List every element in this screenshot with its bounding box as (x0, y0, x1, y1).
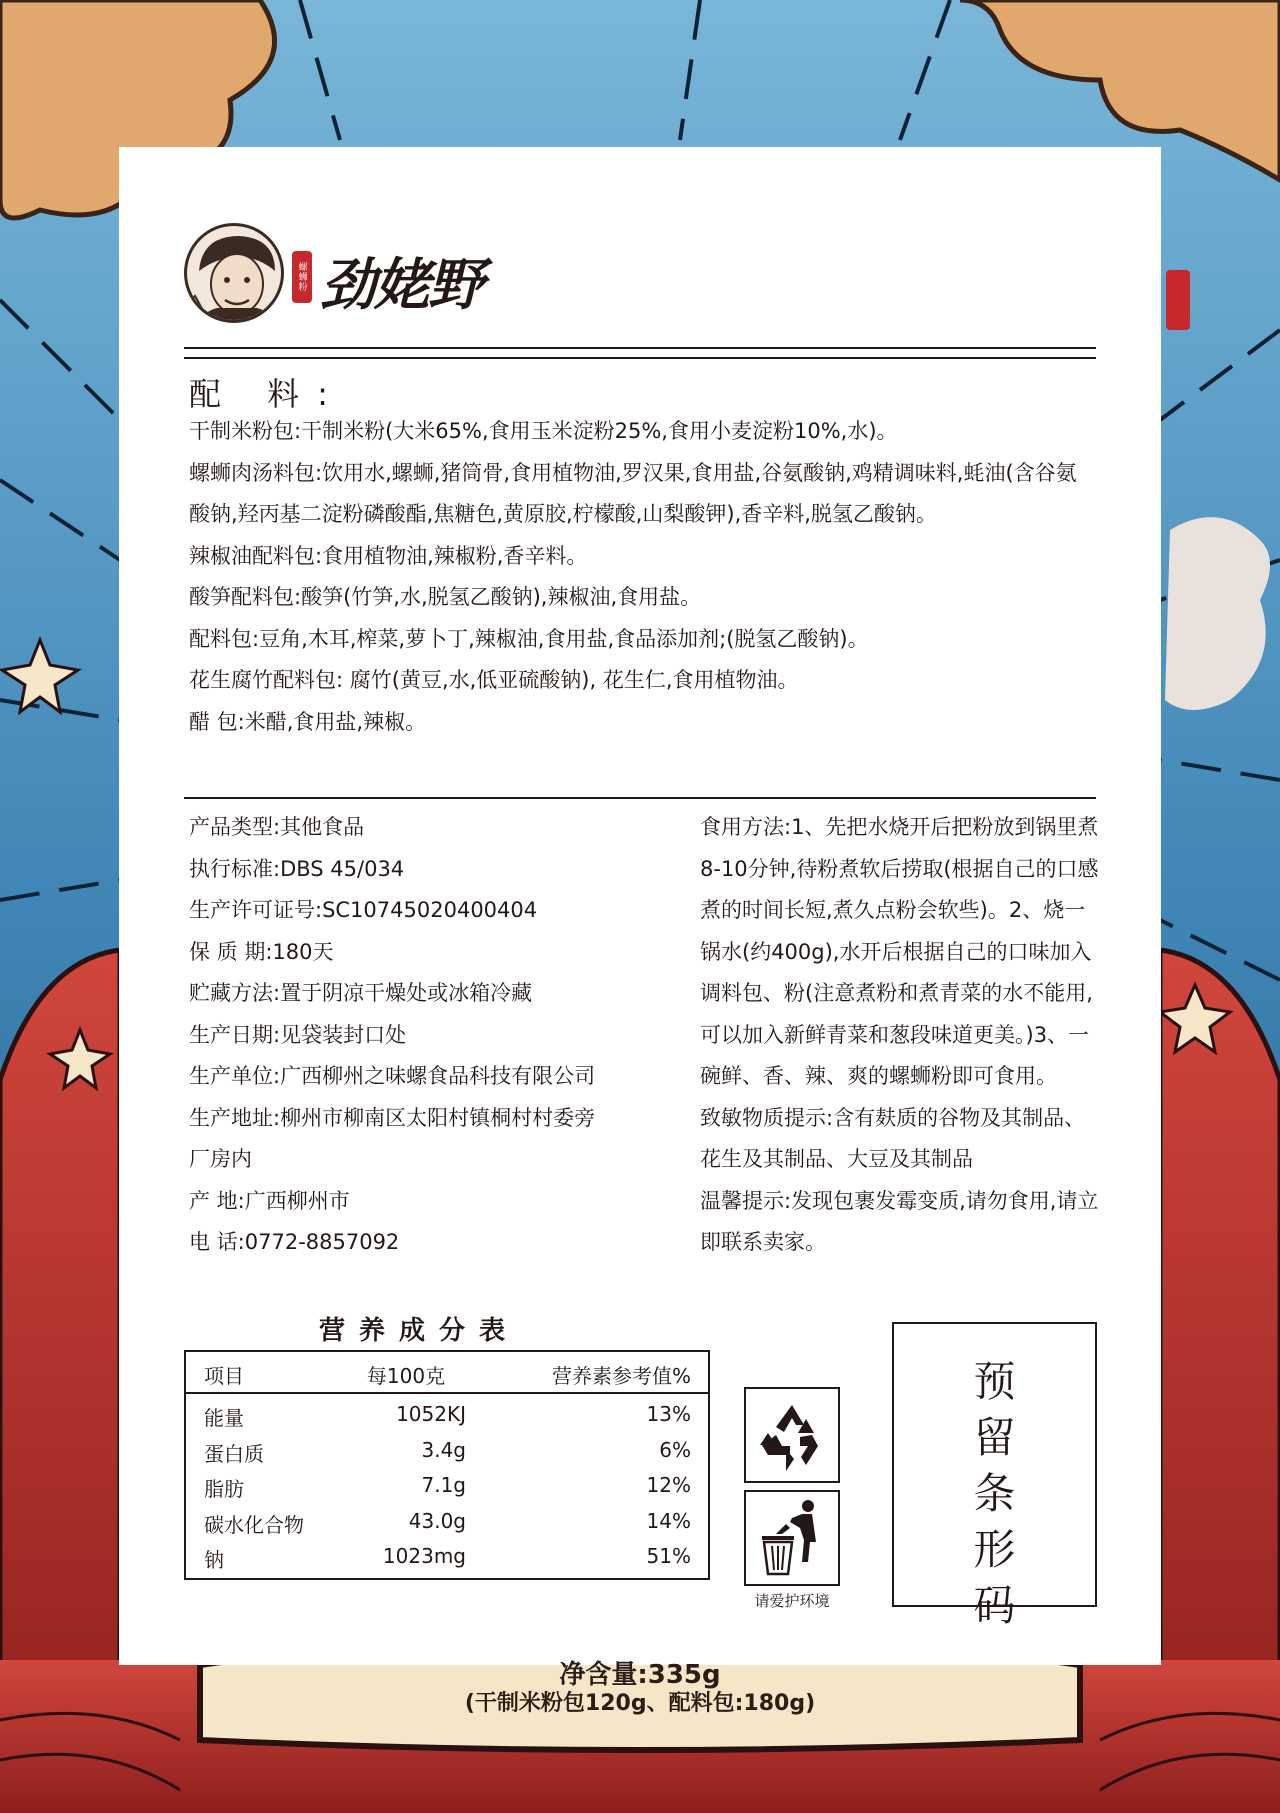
nutrient-name: 钠 (204, 1548, 224, 1572)
nutrition-header: 营养素参考值% (551, 1364, 691, 1388)
nutrient-amount: 7.1g (421, 1473, 466, 1497)
trash-label: 请爱护环境 (754, 1592, 830, 1610)
ingredient-item: 配料包:豆角,木耳,榨菜,萝卜丁,辣椒油,食用盐,食品添加剂;(脱氢乙酸钠)。 (189, 626, 869, 651)
info-license: 生产许可证号:SC10745020400404 (189, 898, 538, 922)
barcode-placeholder (892, 1322, 1097, 1630)
warm-tip: 温馨提示:发现包裹发霉变质,请勿食用,请立即联系卖家。 (700, 1188, 1099, 1254)
usage-info (700, 807, 1100, 1264)
barcode-char: 码 (973, 1581, 1016, 1630)
nutrient-name: 能量 (204, 1406, 244, 1430)
info-address: 生产地址:柳州市柳南区太阳村镇桐村村委旁厂房内 (189, 1105, 596, 1171)
ingredient-item: 辣椒油配料包:食用植物油,辣椒粉,香辛料。 (189, 543, 588, 568)
nutrient-amount: 3.4g (421, 1437, 466, 1462)
nutrient-name: 蛋白质 (204, 1441, 264, 1466)
info-product-type: 产品类型:其他食品 (189, 815, 365, 839)
nutrient-nrv: 13% (646, 1402, 691, 1426)
table-row (186, 1507, 708, 1543)
nutrient-name: 脂肪 (204, 1477, 244, 1501)
nutrition-title: 营养成分表 (319, 1316, 520, 1346)
nutrient-nrv: 14% (646, 1508, 691, 1533)
trash-icon (744, 1490, 840, 1586)
recycle-icon (744, 1387, 840, 1483)
barcode-char: 预 (973, 1357, 1016, 1406)
barcode-char: 条 (973, 1469, 1016, 1518)
nutrient-nrv: 6% (659, 1437, 691, 1462)
nutrient-nrv: 51% (646, 1544, 691, 1568)
net-weight: 净含量:335g (559, 1660, 721, 1690)
brand-logo-text: 劲姥野 (320, 252, 482, 318)
product-label (119, 147, 1161, 1665)
net-weight-detail: (干制米粉包120g、配料包:180g) (464, 1691, 816, 1716)
nutrition-table (184, 1350, 710, 1580)
info-origin: 产 地:广西柳州市 (189, 1188, 350, 1213)
header-rule-top (184, 347, 1096, 349)
table-row (186, 1436, 708, 1472)
brand-seal: 螺蛳粉 (292, 251, 312, 303)
info-standard: 执行标准:DBS 45/034 (189, 856, 405, 881)
ingredients-title: 配 料: (189, 375, 346, 413)
table-row (186, 1471, 708, 1507)
ingredient-item: 酸笋配料包:酸笋(竹笋,水,脱氢乙酸钠),辣椒油,食用盐。 (189, 585, 702, 609)
nutrition-header: 项目 (204, 1364, 244, 1388)
info-shelf-life: 保 质 期:180天 (189, 939, 334, 964)
nutrient-nrv: 12% (646, 1473, 691, 1497)
table-row (186, 1400, 708, 1436)
info-phone: 电 话:0772-8857092 (189, 1230, 400, 1254)
ingredient-item: 花生腐竹配料包: 腐竹(黄豆,水,低亚硫酸钠), 花生仁,食用植物油。 (189, 668, 799, 692)
ingredients-list (189, 411, 1094, 743)
table-row (186, 1542, 708, 1578)
barcode-char: 留 (973, 1413, 1016, 1462)
info-storage: 贮藏方法:置于阴凉干燥处或冰箱冷藏 (189, 981, 533, 1005)
nutrient-amount: 43.0g (408, 1508, 466, 1533)
header-rule-bottom (184, 357, 1096, 359)
allergen-note: 致敏物质提示:含有麸质的谷物及其制品、花生及其制品、大豆及其制品 (700, 1105, 1086, 1171)
ingredient-item: 醋 包:米醋,食用盐,辣椒。 (189, 709, 427, 734)
info-divider (184, 797, 1096, 799)
usage-method: 食用方法:1、先把水烧开后把粉放到锅里煮8-10分钟,待粉煮软后捞取(根据自己的口感煮的时间长短,煮久点粉会软些)。2、烧一锅水(约400g),水开后根据自己的口味加入调料包、粉(注意煮粉和煮青菜的水不能用,可以加入新鲜青菜和葱段味道更美。)3、一碗鲜、香、辣、爽的螺蛳粉即可食用。 (700, 815, 1099, 1088)
product-info (189, 807, 609, 1264)
nutrition-header: 每100克 (366, 1364, 446, 1388)
barcode-char: 形 (973, 1525, 1016, 1574)
info-production-date: 生产日期:见袋装封口处 (189, 1022, 407, 1047)
ingredient-item: 螺蛳肉汤料包:饮用水,螺蛳,猪筒骨,食用植物油,罗汉果,食用盐,谷氨酸钠,鸡精调味料,蚝油(含谷氨酸钠,羟丙基二淀粉磷酸酯,焦糖色,黄原胶,柠檬酸,山梨酸钾),香辛料,脱氢乙酸钠。 (189, 460, 1077, 526)
nutrient-amount: 1052KJ (396, 1402, 466, 1426)
nutrient-amount: 1023mg (382, 1544, 466, 1568)
nutrition-header-row (186, 1352, 708, 1394)
brand-header (184, 223, 524, 323)
brand-portrait-icon (184, 223, 284, 323)
ingredient-item: 干制米粉包:干制米粉(大米65%,食用玉米淀粉25%,食用小麦淀粉10%,水)。 (189, 419, 898, 443)
info-manufacturer: 生产单位:广西柳州之味螺食品科技有限公司 (189, 1064, 596, 1088)
nutrient-name: 碳水化合物 (204, 1512, 304, 1537)
